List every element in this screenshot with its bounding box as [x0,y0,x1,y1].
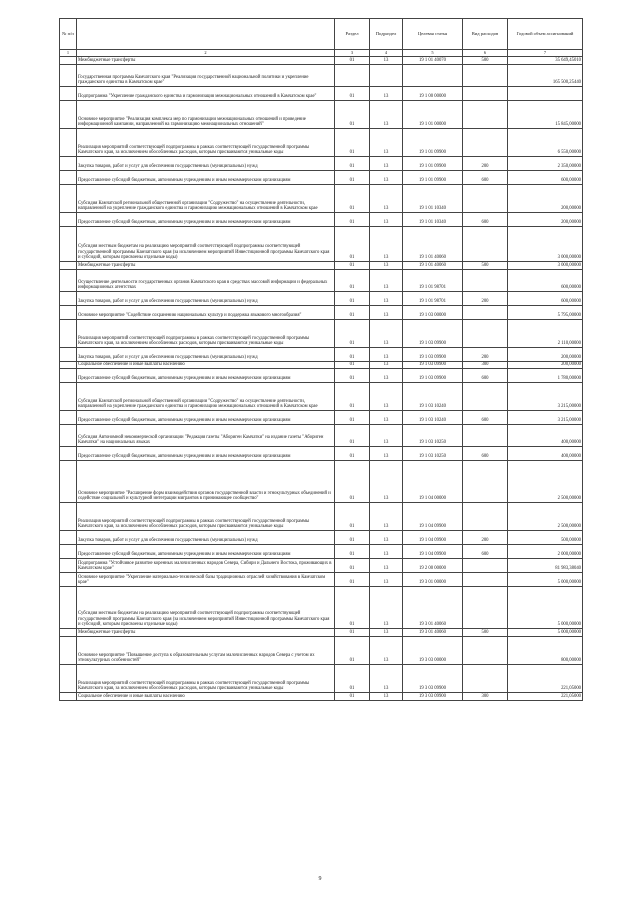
cell-subsection: 13 [370,101,403,129]
cell-name: Закупка товаров, работ и услуг для обеспечения государственных (муниципальных) нужд [77,531,335,545]
cell-expense: 500 [463,57,508,65]
cell-num [60,461,77,503]
cell-section: 01 [335,270,370,292]
header-expense: Вид расходов [463,19,508,50]
cell-num [60,87,77,101]
table-row [60,157,583,171]
table-row [60,629,583,637]
cell-expense [463,227,508,262]
cell-section: 01 [335,292,370,306]
table-row [60,447,583,461]
table-row [60,348,583,362]
cell-expense [463,573,508,587]
cell-target: 19 3 01 40060 [403,587,463,629]
cell-subsection: 13 [370,292,403,306]
cell-subsection: 13 [370,362,403,369]
cell-target: 19 3 01 40060 [403,629,463,637]
cell-num [60,383,77,411]
cell-subsection: 13 [370,447,403,461]
cell-target: 19 1 01 40060 [403,227,463,262]
table-row [60,362,583,369]
table-row [60,425,583,447]
cell-name: Субсидия Камчатской региональной общественной организации "Содружество" на осуществление деятельности, направленной на укрепление гражданского единства и гармонизацию межнациональных отношений в Камчатском крае [77,383,335,411]
cell-target [403,65,463,87]
cell-expense [463,87,508,101]
cell-target: 19 1 04 09900 [403,503,463,531]
cell-section: 01 [335,157,370,171]
cell-num [60,587,77,629]
cell-subsection: 13 [370,637,403,665]
cell-name: Межбюджетные трансферты [77,262,335,270]
cell-expense: 600 [463,447,508,461]
cell-target: 19 2 00 00000 [403,559,463,573]
cell-section: 01 [335,369,370,383]
cell-amount: 35 649,45010 [508,57,583,65]
cell-name: Государственная программа Камчатского края "Реализация государственной национальной политики и укрепление гражданского единства в Камчатском крае" [77,65,335,87]
cell-section: 01 [335,57,370,65]
cell-target: 19 1 04 09900 [403,545,463,559]
cell-section: 01 [335,129,370,157]
cell-amount: 800,00000 [508,637,583,665]
cell-name: Подпрограмма "Укрепление гражданского единства и гармонизация межнациональных отношений в Камчатском крае" [77,87,335,101]
cell-amount: 600,00000 [508,270,583,292]
cell-name: Осуществление деятельности государственных органов Камчатского края в средствах массовой информации и федеральных информационных агентствах [77,270,335,292]
cell-num [60,637,77,665]
cell-target: 19 1 03 09900 [403,369,463,383]
cell-section: 01 [335,545,370,559]
cell-target: 19 1 03 09900 [403,362,463,369]
cell-subsection: 13 [370,665,403,693]
cell-expense [463,129,508,157]
table-row [60,587,583,629]
cell-subsection: 13 [370,383,403,411]
table-row [60,270,583,292]
table-row [60,503,583,531]
table-row [60,57,583,65]
cell-num [60,227,77,262]
cell-section: 01 [335,531,370,545]
cell-name: Основное мероприятие "Укрепление материально-технической базы традиционных отраслей хозяйствования в Камчатском крае" [77,573,335,587]
cell-expense: 600 [463,545,508,559]
cell-subsection: 13 [370,461,403,503]
cell-subsection: 13 [370,369,403,383]
cell-section: 01 [335,503,370,531]
cell-subsection: 13 [370,348,403,362]
cell-section: 01 [335,87,370,101]
table-row [60,320,583,348]
table-row [60,545,583,559]
table-row [60,129,583,157]
cell-subsection: 13 [370,129,403,157]
cell-name: Основное мероприятие "Содействие сохранению национальных культур и поддержка языкового многообразия" [77,306,335,320]
cell-target: 19 3 03 09900 [403,693,463,701]
cell-name: Предоставление субсидий бюджетным, автономным учреждениям и иным некоммерческим организациям [77,545,335,559]
cell-target: 19 1 01 00000 [403,101,463,129]
cell-num [60,531,77,545]
cell-num [60,629,77,637]
cell-num [60,57,77,65]
cell-amount: 1 780,00000 [508,369,583,383]
cell-num [60,348,77,362]
cell-target: 19 1 04 00000 [403,461,463,503]
cell-expense [463,101,508,129]
cell-subsection: 13 [370,262,403,270]
budget-table [59,18,583,701]
cell-amount: 2 500,00000 [508,461,583,503]
table-row [60,559,583,573]
cell-name: Социальное обеспечение и иные выплаты населению [77,693,335,701]
cell-subsection: 13 [370,573,403,587]
header-num: № п/п [60,19,77,50]
cell-subsection: 13 [370,227,403,262]
cell-target: 19 1 04 09900 [403,531,463,545]
cell-num [60,559,77,573]
cell-amount: 600,00000 [508,292,583,306]
cell-num [60,101,77,129]
column-number: 1 [60,50,77,57]
cell-expense: 200 [463,348,508,362]
cell-amount: 221,05000 [508,693,583,701]
cell-section: 01 [335,629,370,637]
cell-target: 19 1 03 10250 [403,425,463,447]
cell-target: 19 1 01 40070 [403,57,463,65]
cell-subsection: 13 [370,411,403,425]
cell-name: Закупка товаров, работ и услуг для обеспечения государственных (муниципальных) нужд [77,157,335,171]
cell-amount: 2 000,00000 [508,545,583,559]
cell-name: Предоставление субсидий бюджетным, автономным учреждениям и иным некоммерческим организациям [77,447,335,461]
cell-target: 19 1 01 40060 [403,262,463,270]
column-number: 3 [335,50,370,57]
table-row [60,213,583,227]
cell-section: 01 [335,306,370,320]
cell-expense: 200 [463,157,508,171]
cell-amount: 5 000,00000 [508,629,583,637]
table-row [60,101,583,129]
cell-subsection: 13 [370,531,403,545]
cell-subsection: 13 [370,171,403,185]
cell-target: 19 1 03 10240 [403,411,463,425]
cell-section: 01 [335,101,370,129]
cell-amount: 3 000,00000 [508,262,583,270]
table-row [60,227,583,262]
cell-expense: 600 [463,411,508,425]
cell-expense: 500 [463,629,508,637]
cell-expense [463,270,508,292]
cell-name: Межбюджетные трансферты [77,57,335,65]
cell-num [60,447,77,461]
cell-section: 01 [335,447,370,461]
column-number-row [60,50,583,57]
cell-amount: 2 350,00000 [508,157,583,171]
cell-amount: 15 845,00000 [508,101,583,129]
table-row [60,65,583,87]
cell-amount: 3 215,00000 [508,383,583,411]
cell-expense: 300 [463,693,508,701]
cell-section: 01 [335,320,370,348]
cell-expense [463,503,508,531]
table-row [60,637,583,665]
cell-expense [463,461,508,503]
cell-section: 01 [335,362,370,369]
cell-amount [508,87,583,101]
cell-num [60,665,77,693]
cell-name: Основное мероприятие "Повышение доступа к образовательным услугам малочисленных народов Севера с учетом их этнокультурных особенностей" [77,637,335,665]
cell-subsection: 13 [370,57,403,65]
cell-subsection: 13 [370,545,403,559]
cell-section: 01 [335,573,370,587]
cell-num [60,320,77,348]
cell-name: Закупка товаров, работ и услуг для обеспечения государственных (муниципальных) нужд [77,292,335,306]
cell-section: 01 [335,665,370,693]
header-subsection: Подраздел [370,19,403,50]
cell-section: 01 [335,348,370,362]
cell-target: 19 1 01 98701 [403,270,463,292]
cell-num [60,425,77,447]
cell-expense: 600 [463,369,508,383]
cell-section: 01 [335,383,370,411]
cell-amount: 500,00000 [508,531,583,545]
cell-target: 19 1 01 10340 [403,185,463,213]
cell-amount: 6 550,00000 [508,129,583,157]
cell-expense: 200 [463,292,508,306]
cell-section: 01 [335,411,370,425]
cell-target: 19 1 03 09900 [403,348,463,362]
cell-amount: 81 983,38040 [508,559,583,573]
cell-num [60,262,77,270]
cell-amount: 200,00000 [508,362,583,369]
cell-amount: 221,05000 [508,665,583,693]
page-number: 9 [318,876,322,882]
cell-num [60,65,77,87]
cell-name: Основное мероприятие "Расширение форм взаимодействия органов государственной власти и этнокультурных объединений и содействие социальной и культурной интеграции мигрантов в принимающее сообщество" [77,461,335,503]
table-row [60,573,583,587]
cell-name: Предоставление субсидий бюджетным, автономным учреждениям и иным некоммерческим организациям [77,411,335,425]
table-body [60,57,583,701]
cell-subsection [370,65,403,87]
table-row [60,292,583,306]
cell-amount: 600,00000 [508,171,583,185]
cell-target: 19 1 01 10340 [403,213,463,227]
cell-amount: 400,00000 [508,447,583,461]
cell-num [60,369,77,383]
cell-num [60,292,77,306]
cell-section: 01 [335,262,370,270]
cell-section: 01 [335,693,370,701]
header-name [77,19,335,50]
cell-expense [463,665,508,693]
cell-amount: 5 000,00000 [508,573,583,587]
cell-num [60,213,77,227]
cell-num [60,129,77,157]
cell-name: Реализация мероприятий соответствующей подпрограммы в рамках соответствующей государственной программы Камчатского края, за исключением обособленных расходов, которым присваиваются уникальные коды [77,503,335,531]
cell-subsection: 13 [370,629,403,637]
table-row [60,665,583,693]
header-section: Раздел [335,19,370,50]
cell-num [60,171,77,185]
table-row [60,87,583,101]
table-row [60,461,583,503]
table-row [60,693,583,701]
cell-amount: 2 500,00000 [508,503,583,531]
cell-section: 01 [335,425,370,447]
header-amount: Годовой объем ассигнований [508,19,583,50]
table-header-row [60,19,583,50]
cell-expense: 200 [463,531,508,545]
cell-target: 19 3 03 00000 [403,637,463,665]
cell-name: Реализация мероприятий соответствующей подпрограммы в рамках соответствующей государственной программы Камчатского края, за исключением обособленных расходов, которым присваиваются уникальные коды [77,665,335,693]
cell-amount: 165 500,25440 [508,65,583,87]
cell-expense [463,587,508,629]
cell-expense [463,383,508,411]
column-number: 2 [77,50,335,57]
cell-num [60,503,77,531]
cell-expense [463,425,508,447]
cell-target: 19 1 03 00000 [403,306,463,320]
cell-num [60,157,77,171]
cell-amount: 200,00000 [508,213,583,227]
cell-subsection: 13 [370,157,403,171]
cell-num [60,545,77,559]
cell-section: 01 [335,185,370,213]
cell-num [60,270,77,292]
cell-expense: 500 [463,262,508,270]
table-row [60,306,583,320]
cell-amount: 5 000,00000 [508,587,583,629]
cell-amount: 5 795,00000 [508,306,583,320]
cell-target: 19 1 03 09900 [403,320,463,348]
cell-amount: 400,00000 [508,425,583,447]
cell-amount: 3 000,00000 [508,227,583,262]
cell-expense: 600 [463,213,508,227]
cell-name: Предоставление субсидий бюджетным, автономным учреждениям и иным некоммерческим организациям [77,369,335,383]
cell-subsection: 13 [370,693,403,701]
cell-section: 01 [335,227,370,262]
cell-section: 01 [335,637,370,665]
cell-name: Основное мероприятие "Реализация комплекса мер по гармонизации межнациональных отношений и проведение информационной кампании, направленной на гармонизацию межнациональных отношений" [77,101,335,129]
column-number: 7 [508,50,583,57]
cell-subsection: 13 [370,503,403,531]
cell-name: Межбюджетные трансферты [77,629,335,637]
cell-num [60,573,77,587]
cell-subsection: 13 [370,213,403,227]
cell-section: 01 [335,461,370,503]
cell-subsection: 13 [370,185,403,213]
cell-target: 19 1 01 09900 [403,129,463,157]
cell-name: Подпрограмма "Устойчивое развитие коренных малочисленных народов Севера, Сибири и Дальнего Востока, проживающих в Камчатском крае" [77,559,335,573]
cell-expense: 300 [463,362,508,369]
cell-name: Субсидия местным бюджетам на реализацию мероприятий соответствующей подпрограммы соответствующей государственной программы Камчатского края (за исключением мероприятий Инвестиционной программы Камчатского края и субсидий, которым присвоены отдельные коды) [77,587,335,629]
cell-num [60,362,77,369]
table-row [60,411,583,425]
cell-expense [463,306,508,320]
cell-subsection: 13 [370,306,403,320]
cell-subsection: 13 [370,587,403,629]
cell-section: 01 [335,587,370,629]
cell-section [335,65,370,87]
cell-expense [463,320,508,348]
cell-section: 01 [335,213,370,227]
cell-target: 19 3 03 09900 [403,665,463,693]
cell-expense [463,65,508,87]
cell-name: Субсидия Автономной некоммерческой организации "Редакция газеты "Абориген Камчатки" на издание газеты "Абориген Камчатки" на национальных языках [77,425,335,447]
cell-expense [463,185,508,213]
table-row [60,369,583,383]
cell-amount: 200,00000 [508,185,583,213]
cell-expense [463,559,508,573]
table-row [60,262,583,270]
cell-section: 01 [335,559,370,573]
cell-num [60,306,77,320]
cell-num [60,185,77,213]
header-target: Целевая статья [403,19,463,50]
cell-num [60,411,77,425]
cell-subsection: 13 [370,320,403,348]
cell-subsection: 13 [370,559,403,573]
cell-subsection: 13 [370,425,403,447]
column-number: 6 [463,50,508,57]
cell-target: 19 1 01 09900 [403,157,463,171]
cell-name: Закупка товаров, работ и услуг для обеспечения государственных (муниципальных) нужд [77,348,335,362]
budget-sheet [59,18,582,701]
cell-target: 19 3 01 00000 [403,573,463,587]
table-row [60,171,583,185]
cell-amount: 200,00000 [508,348,583,362]
column-number: 5 [403,50,463,57]
cell-target: 19 1 01 09900 [403,171,463,185]
cell-name: Предоставление субсидий бюджетным, автономным учреждениям и иным некоммерческим организациям [77,213,335,227]
table-row [60,185,583,213]
table-row [60,383,583,411]
cell-subsection: 13 [370,87,403,101]
cell-target: 19 1 03 10240 [403,383,463,411]
cell-section: 01 [335,171,370,185]
cell-expense [463,637,508,665]
cell-target: 19 1 00 00000 [403,87,463,101]
cell-expense: 600 [463,171,508,185]
cell-subsection: 13 [370,270,403,292]
cell-num [60,693,77,701]
cell-name: Реализация мероприятий соответствующей подпрограммы в рамках соответствующей государственной программы Камчатского края, за исключением обособленных расходов, которым присваиваются уникальные коды [77,320,335,348]
cell-name: Субсидия местным бюджетам на реализацию мероприятий соответствующей подпрограммы соответствующей государственной программы Камчатского края (за исключением мероприятий Инвестиционной программы Камчатского края и субсидий, которым присвоены отдельные коды) [77,227,335,262]
table-row [60,531,583,545]
cell-target: 19 1 01 98701 [403,292,463,306]
column-number: 4 [370,50,403,57]
cell-name: Субсидия Камчатской региональной общественной организации "Содружество" на осуществление деятельности, направленной на укрепление гражданского единства и гармонизацию межнациональных отношений в Камчатском крае [77,185,335,213]
cell-amount: 2 110,00000 [508,320,583,348]
cell-name: Социальное обеспечение и иные выплаты населению [77,362,335,369]
cell-amount: 3 215,00000 [508,411,583,425]
cell-name: Предоставление субсидий бюджетным, автономным учреждениям и иным некоммерческим организациям [77,171,335,185]
cell-target: 19 1 03 10250 [403,447,463,461]
cell-name: Реализация мероприятий соответствующей подпрограммы в рамках соответствующей государственной программы Камчатского края, за исключением обособленных расходов, которым присваиваются уникальные коды [77,129,335,157]
